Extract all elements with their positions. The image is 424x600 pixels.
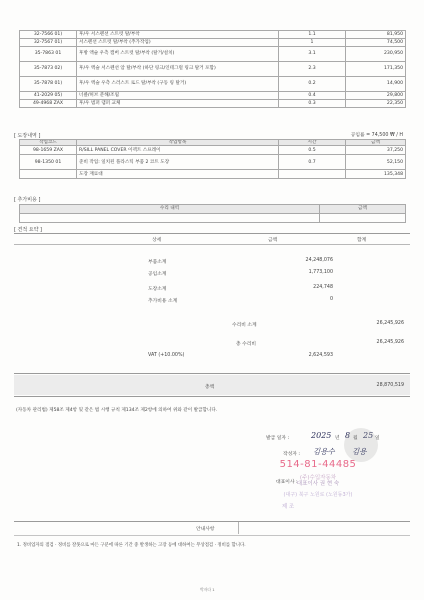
paint-code: 98-1659 ZAX bbox=[20, 146, 77, 155]
summary-amount-parts: 24,248,076 bbox=[305, 258, 333, 263]
parts-name: 너클/허브 분해/조립 bbox=[77, 92, 279, 100]
issue-year: 2025 bbox=[311, 431, 332, 440]
parts-row bbox=[20, 100, 406, 108]
parts-amount: 81,950 bbox=[346, 31, 406, 39]
parts-amount: 230,950 bbox=[346, 47, 406, 62]
parts-qty: 3.1 bbox=[279, 47, 346, 62]
company-stamp bbox=[253, 455, 383, 517]
grand-total-rule bbox=[14, 373, 410, 374]
summary-section-title: [ 견적 요약 ] bbox=[14, 227, 42, 233]
parts-name: 후/우 서스펜션 스트럿 탈/부착 bbox=[77, 31, 279, 39]
parts-table bbox=[19, 30, 406, 108]
parts-row bbox=[20, 92, 406, 100]
paint-material-label: 도장 재료대 bbox=[77, 170, 279, 179]
parts-code: 35-7873 02) bbox=[20, 62, 77, 77]
parts-qty: 2.3 bbox=[279, 62, 346, 77]
summary-amount-extra: 0 bbox=[329, 297, 333, 302]
stamp-address: (대구) 북구 노원로 (노원동3가) bbox=[283, 492, 353, 498]
parts-amount: 171,350 bbox=[346, 62, 406, 77]
extra-empty-cell bbox=[20, 214, 320, 223]
parts-qty: 0.4 bbox=[279, 92, 346, 100]
paint-time: 0.5 bbox=[279, 146, 346, 155]
parts-qty: 0.2 bbox=[279, 77, 346, 92]
extra-header-amount: 금액 bbox=[320, 205, 406, 214]
paint-amount: 37,250 bbox=[346, 146, 406, 155]
writer-name: 김용수 bbox=[313, 447, 335, 456]
legal-statement: (자동차 관리법) 제58조 제4항 및 같은 법 시행 규칙 제134조 제2항에 의하여 위와 같이 발급합니다. bbox=[16, 408, 218, 413]
parts-row bbox=[20, 47, 406, 62]
parts-name: 후방 액슬 우측 캠버 스트럿 탈/부착 (탈거/설치) bbox=[77, 47, 279, 62]
issue-day-suffix: 일 bbox=[375, 436, 380, 441]
paint-section-title: [ 도장내역 ] bbox=[14, 133, 41, 139]
repair-subtotal-value: 26,245,926 bbox=[376, 321, 404, 326]
summary-header-amount: 금액 bbox=[268, 238, 278, 243]
total-repair-label: 총 수리비 bbox=[236, 342, 257, 347]
page-footer: 박자다 1 bbox=[200, 587, 215, 592]
summary-top-rule bbox=[14, 233, 410, 234]
extra-header-item: 수리 내역 bbox=[20, 205, 320, 214]
summary-header-total: 합계 bbox=[357, 238, 367, 243]
parts-amount: 22,350 bbox=[346, 100, 406, 108]
paint-material-amount: 135,348 bbox=[346, 170, 406, 179]
parts-row bbox=[20, 62, 406, 77]
parts-code: 32-7566 01) bbox=[20, 31, 77, 39]
extra-table bbox=[19, 204, 406, 223]
parts-qty: 1 bbox=[279, 39, 346, 47]
notice-left-border bbox=[238, 522, 239, 534]
grand-total-bottom-rule bbox=[14, 396, 410, 397]
issue-year-suffix: 년 bbox=[335, 436, 340, 441]
parts-amount: 14,900 bbox=[346, 77, 406, 92]
parts-row bbox=[20, 39, 406, 47]
vat-label: VAT (+10.00%) bbox=[148, 353, 185, 358]
summary-label-paint: 도장소계 bbox=[148, 287, 167, 292]
parts-code: 35-7878 01) bbox=[20, 77, 77, 92]
issue-month: 8 bbox=[345, 431, 351, 440]
summary-label-parts: 부품소계 bbox=[148, 260, 167, 265]
notice-title: 안내사항 bbox=[196, 527, 215, 532]
notice-item: 1. 정비업자의 점검 · 정비를 잘못으로 마든 구분에 따른 기간 중 발생하는 고장 등에 대하여는 무상점검 · 정비를 합니다. bbox=[17, 543, 246, 548]
paint-header-time: 시간 bbox=[279, 140, 346, 146]
parts-qty: 0.3 bbox=[279, 100, 346, 108]
issue-day: 25 bbox=[363, 431, 374, 440]
labor-rate: 공임률 = 74,500 ₩ / H bbox=[350, 133, 403, 138]
extra-empty-cell bbox=[320, 214, 406, 223]
stamp-rep: 대표이사 권 현 숙 bbox=[296, 481, 340, 487]
parts-code: 49-4968 ZAX bbox=[20, 100, 77, 108]
parts-qty: 1.1 bbox=[279, 31, 346, 39]
paint-item: 준비 작업: 일치된 플라스틱 부품 2 코트 도장 bbox=[77, 155, 279, 170]
summary-amount-labor: 1,773,100 bbox=[308, 270, 333, 275]
rep-label: 대표이사 : bbox=[276, 480, 298, 485]
extra-section-title: [ 추가비용 ] bbox=[14, 197, 41, 203]
grand-total-label: 총액 bbox=[205, 385, 215, 390]
paint-item: R/SILL PANEL COVER 이펙트 스프레이 bbox=[77, 146, 279, 155]
grand-total-value: 28,870,519 bbox=[376, 383, 404, 388]
paint-header-amount: 금액 bbox=[346, 140, 406, 146]
notice-title-rule bbox=[14, 535, 410, 536]
writer-label: 작성자 : bbox=[283, 452, 301, 457]
parts-name: 후/우 범퍼 댐퍼 교체 bbox=[77, 100, 279, 108]
parts-row bbox=[20, 77, 406, 92]
paint-code: 98-1350 01 bbox=[20, 155, 77, 170]
paint-header-code: 작업코드 bbox=[20, 140, 77, 146]
issue-month-suffix: 월 bbox=[353, 436, 358, 441]
paint-blank-cell bbox=[279, 170, 346, 179]
parts-code: 35-7863 01 bbox=[20, 47, 77, 62]
stamp-maker: 제 조 bbox=[281, 504, 295, 510]
summary-header-detail: 상세 bbox=[152, 238, 162, 243]
stamp-reg-no: 514-81-44485 bbox=[279, 459, 357, 470]
repair-subtotal-label: 수리비 소계 bbox=[232, 323, 257, 328]
parts-code: 41-2029 05) bbox=[20, 92, 77, 100]
paint-amount: 52,150 bbox=[346, 155, 406, 170]
parts-name: 후/우 액슬 우측 스러스트 로드 탈/부착 (구동 링 탈거) bbox=[77, 77, 279, 92]
summary-label-labor: 공임소계 bbox=[148, 272, 167, 277]
summary-header-rule bbox=[14, 244, 410, 245]
summary-amount-paint: 224,748 bbox=[313, 285, 333, 290]
summary-label-extra: 추가비용 소계 bbox=[148, 299, 178, 304]
parts-amount: 29,800 bbox=[346, 92, 406, 100]
paint-blank-cell bbox=[20, 170, 77, 179]
stamp-company: (주)수입자동차 bbox=[299, 475, 337, 481]
parts-name: 후/우 액슬 서스펜션 암 탈/부착 (하단 링크/인테그럴 링크 탈거 포함) bbox=[77, 62, 279, 77]
notice-top-rule bbox=[14, 521, 410, 522]
total-repair-value: 26,245,926 bbox=[376, 340, 404, 345]
paint-header-item: 작업항목 bbox=[77, 140, 279, 146]
paint-table bbox=[19, 139, 406, 179]
vat-value: 2,624,593 bbox=[308, 353, 333, 358]
parts-amount: 74,500 bbox=[346, 39, 406, 47]
paint-time: 0.7 bbox=[279, 155, 346, 170]
parts-row bbox=[20, 31, 406, 39]
issue-date-label: 발급 일자 : bbox=[266, 436, 290, 441]
parts-code: 32-7567 01) bbox=[20, 39, 77, 47]
writer-signature: 김용 bbox=[352, 447, 367, 456]
parts-name: 서스펜션 스트럿 탈/부착 (추가작업) bbox=[77, 39, 279, 47]
